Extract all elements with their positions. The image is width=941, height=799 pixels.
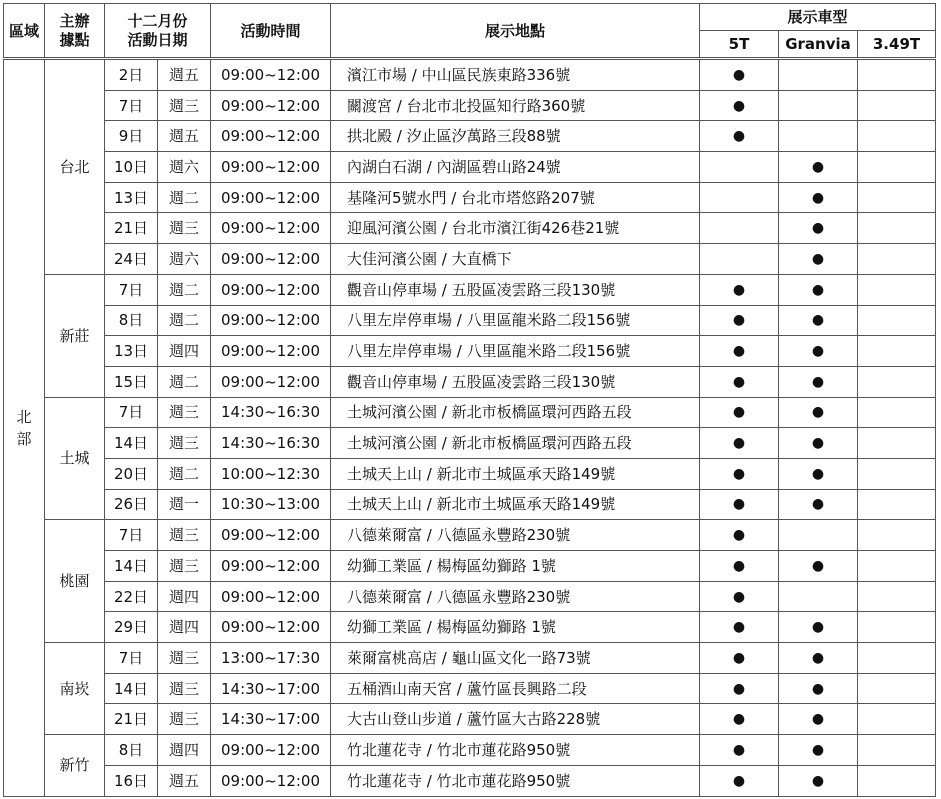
weekday-cell: 週二 — [158, 182, 211, 213]
table-row — [4, 152, 936, 183]
model-5t-cell — [700, 489, 779, 520]
time-cell: 09:00~12:00 — [211, 182, 331, 213]
model-5t-cell — [700, 397, 779, 428]
weekday-cell: 週三 — [158, 90, 211, 121]
location-cell: 觀音山停車場 / 五股區凌雲路三段130號 — [331, 366, 700, 397]
header-region: 區域 — [4, 4, 45, 59]
model-granvia-cell — [779, 274, 858, 305]
region-cell: 北 部 — [4, 59, 45, 797]
model-granvia-cell — [779, 489, 858, 520]
weekday-cell: 週三 — [158, 213, 211, 244]
model-349t-cell — [858, 489, 936, 520]
model-5t-cell — [700, 551, 779, 582]
table-row — [4, 735, 936, 766]
header-time: 活動時間 — [211, 4, 331, 59]
time-cell: 09:00~12:00 — [211, 520, 331, 551]
model-granvia-cell — [779, 182, 858, 213]
model-granvia-cell — [779, 458, 858, 489]
table-body — [4, 59, 936, 797]
dot-mark-icon: ● — [732, 527, 746, 544]
table-row — [4, 336, 936, 367]
dot-mark-icon: ● — [732, 66, 746, 83]
day-cell: 13日 — [105, 182, 158, 213]
model-granvia-cell — [779, 121, 858, 152]
time-cell: 09:00~12:00 — [211, 765, 331, 796]
day-cell: 21日 — [105, 704, 158, 735]
time-cell: 09:00~12:00 — [211, 581, 331, 612]
dot-mark-icon: ● — [811, 158, 825, 175]
dot-mark-icon: ● — [811, 557, 825, 574]
dot-mark-icon: ● — [732, 404, 746, 421]
model-349t-cell — [858, 520, 936, 551]
location-cell: 幼獅工業區 / 楊梅區幼獅路 1號 — [331, 551, 700, 582]
dot-mark-icon: ● — [732, 680, 746, 697]
day-cell: 26日 — [105, 489, 158, 520]
dot-mark-icon: ● — [811, 772, 825, 789]
dot-mark-icon: ● — [811, 649, 825, 666]
dot-mark-icon: ● — [732, 373, 746, 390]
weekday-cell: 週六 — [158, 152, 211, 183]
time-cell: 09:00~12:00 — [211, 336, 331, 367]
model-granvia-cell — [779, 90, 858, 121]
model-349t-cell — [858, 397, 936, 428]
model-granvia-cell — [779, 581, 858, 612]
model-349t-cell — [858, 673, 936, 704]
model-granvia-cell — [779, 673, 858, 704]
location-cell: 八德萊爾富 / 八德區永豐路230號 — [331, 581, 700, 612]
header-model-349t: 3.49T — [858, 31, 936, 59]
weekday-cell: 週四 — [158, 735, 211, 766]
day-cell: 22日 — [105, 581, 158, 612]
model-granvia-cell — [779, 244, 858, 275]
time-cell: 09:00~12:00 — [211, 305, 331, 336]
day-cell: 14日 — [105, 551, 158, 582]
day-cell: 9日 — [105, 121, 158, 152]
dot-mark-icon: ● — [811, 250, 825, 267]
dot-mark-icon: ● — [732, 465, 746, 482]
dot-mark-icon: ● — [732, 772, 746, 789]
dot-mark-icon: ● — [811, 404, 825, 421]
model-5t-cell — [700, 458, 779, 489]
table-row — [4, 458, 936, 489]
weekday-cell: 週六 — [158, 244, 211, 275]
location-cell: 拱北殿 / 汐止區汐萬路三段88號 — [331, 121, 700, 152]
header-model-5t: 5T — [700, 31, 779, 59]
weekday-cell: 週三 — [158, 428, 211, 459]
location-cell: 土城天上山 / 新北市土城區承天路149號 — [331, 489, 700, 520]
header-month-date: 十二月份 活動日期 — [105, 4, 211, 59]
model-349t-cell — [858, 305, 936, 336]
model-5t-cell — [700, 152, 779, 183]
model-5t-cell — [700, 704, 779, 735]
location-cell: 大古山登山步道 / 蘆竹區大古路228號 — [331, 704, 700, 735]
model-349t-cell — [858, 274, 936, 305]
location-cell: 幼獅工業區 / 楊梅區幼獅路 1號 — [331, 612, 700, 643]
time-cell: 09:00~12:00 — [211, 274, 331, 305]
model-granvia-cell — [779, 366, 858, 397]
model-5t-cell — [700, 612, 779, 643]
model-5t-cell — [700, 274, 779, 305]
location-cell: 八里左岸停車場 / 八里區龍米路二段156號 — [331, 305, 700, 336]
table-row — [4, 90, 936, 121]
dot-mark-icon: ● — [811, 741, 825, 758]
table-row — [4, 551, 936, 582]
dot-mark-icon: ● — [811, 619, 825, 636]
weekday-cell: 週三 — [158, 520, 211, 551]
dot-mark-icon: ● — [732, 97, 746, 114]
weekday-cell: 週五 — [158, 121, 211, 152]
model-5t-cell — [700, 428, 779, 459]
table-row — [4, 305, 936, 336]
dot-mark-icon: ● — [732, 496, 746, 513]
model-granvia-cell — [779, 152, 858, 183]
location-cell: 八里左岸停車場 / 八里區龍米路二段156號 — [331, 336, 700, 367]
location-cell: 濱江市場 / 中山區民族東路336號 — [331, 59, 700, 91]
time-cell: 13:00~17:30 — [211, 643, 331, 674]
location-cell: 迎風河濱公園 / 台北市濱江街426巷21號 — [331, 213, 700, 244]
model-granvia-cell — [779, 336, 858, 367]
time-cell: 14:30~16:30 — [211, 428, 331, 459]
location-cell: 竹北蓮花寺 / 竹北市蓮花路950號 — [331, 765, 700, 796]
model-granvia-cell — [779, 428, 858, 459]
dot-mark-icon: ● — [811, 373, 825, 390]
table-row — [4, 244, 936, 275]
day-cell: 16日 — [105, 765, 158, 796]
location-cell: 關渡宮 / 台北市北投區知行路360號 — [331, 90, 700, 121]
dot-mark-icon: ● — [732, 741, 746, 758]
weekday-cell: 週一 — [158, 489, 211, 520]
weekday-cell: 週三 — [158, 704, 211, 735]
time-cell: 10:00~12:30 — [211, 458, 331, 489]
model-5t-cell — [700, 673, 779, 704]
weekday-cell: 週二 — [158, 305, 211, 336]
location-cell: 土城河濱公園 / 新北市板橋區環河西路五段 — [331, 397, 700, 428]
base-cell: 桃園 — [45, 520, 105, 643]
model-349t-cell — [858, 428, 936, 459]
time-cell: 09:00~12:00 — [211, 735, 331, 766]
time-cell: 09:00~12:00 — [211, 244, 331, 275]
time-cell: 09:00~12:00 — [211, 59, 331, 91]
model-5t-cell — [700, 59, 779, 91]
time-cell: 09:00~12:00 — [211, 152, 331, 183]
schedule-document — [3, 3, 936, 797]
location-cell: 基隆河5號水門 / 台北市塔悠路207號 — [331, 182, 700, 213]
location-cell: 五桶酒山南天宮 / 蘆竹區長興路二段 — [331, 673, 700, 704]
day-cell: 8日 — [105, 735, 158, 766]
weekday-cell: 週五 — [158, 59, 211, 91]
model-349t-cell — [858, 244, 936, 275]
model-granvia-cell — [779, 735, 858, 766]
day-cell: 2日 — [105, 59, 158, 91]
dot-mark-icon: ● — [811, 496, 825, 513]
model-granvia-cell — [779, 612, 858, 643]
day-cell: 7日 — [105, 274, 158, 305]
table-row — [4, 643, 936, 674]
day-cell: 13日 — [105, 336, 158, 367]
weekday-cell: 週三 — [158, 551, 211, 582]
model-granvia-cell — [779, 551, 858, 582]
dot-mark-icon: ● — [732, 312, 746, 329]
time-cell: 14:30~17:00 — [211, 673, 331, 704]
day-cell: 14日 — [105, 428, 158, 459]
model-349t-cell — [858, 704, 936, 735]
location-cell: 內湖白石湖 / 內湖區碧山路24號 — [331, 152, 700, 183]
model-granvia-cell — [779, 765, 858, 796]
model-349t-cell — [858, 336, 936, 367]
dot-mark-icon: ● — [732, 588, 746, 605]
dot-mark-icon: ● — [732, 128, 746, 145]
time-cell: 14:30~17:00 — [211, 704, 331, 735]
day-cell: 15日 — [105, 366, 158, 397]
model-5t-cell — [700, 90, 779, 121]
time-cell: 09:00~12:00 — [211, 551, 331, 582]
day-cell: 7日 — [105, 397, 158, 428]
weekday-cell: 週五 — [158, 765, 211, 796]
time-cell: 09:00~12:00 — [211, 612, 331, 643]
day-cell: 24日 — [105, 244, 158, 275]
model-5t-cell — [700, 735, 779, 766]
table-row — [4, 612, 936, 643]
dot-mark-icon: ● — [811, 281, 825, 298]
model-349t-cell — [858, 90, 936, 121]
table-row — [4, 489, 936, 520]
location-cell: 觀音山停車場 / 五股區凌雲路三段130號 — [331, 274, 700, 305]
day-cell: 7日 — [105, 90, 158, 121]
table-row — [4, 59, 936, 91]
weekday-cell: 週三 — [158, 673, 211, 704]
location-cell: 八德萊爾富 / 八德區永豐路230號 — [331, 520, 700, 551]
weekday-cell: 週二 — [158, 366, 211, 397]
dot-mark-icon: ● — [732, 557, 746, 574]
model-349t-cell — [858, 152, 936, 183]
table-row — [4, 704, 936, 735]
table-row — [4, 213, 936, 244]
table-row — [4, 121, 936, 152]
weekday-cell: 週三 — [158, 643, 211, 674]
location-cell: 土城天上山 / 新北市土城區承天路149號 — [331, 458, 700, 489]
model-5t-cell — [700, 244, 779, 275]
location-cell: 大佳河濱公園 / 大直橋下 — [331, 244, 700, 275]
base-cell: 新竹 — [45, 735, 105, 796]
model-349t-cell — [858, 643, 936, 674]
dot-mark-icon: ● — [811, 312, 825, 329]
table-row — [4, 581, 936, 612]
model-5t-cell — [700, 121, 779, 152]
header-vehicle-types: 展示車型 — [700, 4, 936, 31]
dot-mark-icon: ● — [732, 649, 746, 666]
table-row — [4, 182, 936, 213]
model-granvia-cell — [779, 704, 858, 735]
day-cell: 10日 — [105, 152, 158, 183]
dot-mark-icon: ● — [811, 711, 825, 728]
model-granvia-cell — [779, 305, 858, 336]
header-base: 主辦 據點 — [45, 4, 105, 59]
model-349t-cell — [858, 121, 936, 152]
model-349t-cell — [858, 182, 936, 213]
day-cell: 20日 — [105, 458, 158, 489]
model-349t-cell — [858, 581, 936, 612]
model-349t-cell — [858, 366, 936, 397]
dot-mark-icon: ● — [811, 189, 825, 206]
time-cell: 09:00~12:00 — [211, 366, 331, 397]
time-cell: 14:30~16:30 — [211, 397, 331, 428]
header-model-granvia: Granvia — [779, 31, 858, 59]
dot-mark-icon: ● — [811, 435, 825, 452]
base-cell: 土城 — [45, 397, 105, 520]
table-row — [4, 520, 936, 551]
model-5t-cell — [700, 213, 779, 244]
dot-mark-icon: ● — [732, 343, 746, 360]
model-granvia-cell — [779, 59, 858, 91]
table-row — [4, 274, 936, 305]
table-row — [4, 765, 936, 796]
day-cell: 7日 — [105, 643, 158, 674]
table-row — [4, 397, 936, 428]
model-349t-cell — [858, 765, 936, 796]
model-5t-cell — [700, 366, 779, 397]
dot-mark-icon: ● — [732, 281, 746, 298]
dot-mark-icon: ● — [811, 343, 825, 360]
model-granvia-cell — [779, 520, 858, 551]
model-349t-cell — [858, 213, 936, 244]
time-cell: 10:30~13:00 — [211, 489, 331, 520]
model-5t-cell — [700, 581, 779, 612]
table-header — [4, 4, 936, 59]
model-granvia-cell — [779, 213, 858, 244]
dot-mark-icon: ● — [732, 711, 746, 728]
time-cell: 09:00~12:00 — [211, 213, 331, 244]
location-cell: 萊爾富桃高店 / 龜山區文化一路73號 — [331, 643, 700, 674]
location-cell: 竹北蓮花寺 / 竹北市蓮花路950號 — [331, 735, 700, 766]
model-granvia-cell — [779, 397, 858, 428]
table-row — [4, 428, 936, 459]
base-cell: 新莊 — [45, 274, 105, 397]
model-5t-cell — [700, 336, 779, 367]
model-349t-cell — [858, 59, 936, 91]
dot-mark-icon: ● — [732, 619, 746, 636]
day-cell: 8日 — [105, 305, 158, 336]
dot-mark-icon: ● — [811, 680, 825, 697]
model-granvia-cell — [779, 643, 858, 674]
base-cell: 台北 — [45, 59, 105, 275]
day-cell: 7日 — [105, 520, 158, 551]
weekday-cell: 週三 — [158, 397, 211, 428]
weekday-cell: 週二 — [158, 274, 211, 305]
day-cell: 14日 — [105, 673, 158, 704]
day-cell: 21日 — [105, 213, 158, 244]
base-cell: 南崁 — [45, 643, 105, 735]
model-5t-cell — [700, 643, 779, 674]
weekday-cell: 週四 — [158, 612, 211, 643]
model-349t-cell — [858, 735, 936, 766]
dot-mark-icon: ● — [811, 220, 825, 237]
table-row — [4, 366, 936, 397]
table-row — [4, 673, 936, 704]
model-5t-cell — [700, 305, 779, 336]
dot-mark-icon: ● — [732, 435, 746, 452]
model-349t-cell — [858, 551, 936, 582]
model-5t-cell — [700, 182, 779, 213]
time-cell: 09:00~12:00 — [211, 90, 331, 121]
weekday-cell: 週二 — [158, 458, 211, 489]
model-5t-cell — [700, 520, 779, 551]
model-349t-cell — [858, 458, 936, 489]
schedule-table — [3, 3, 936, 797]
weekday-cell: 週四 — [158, 336, 211, 367]
model-5t-cell — [700, 765, 779, 796]
day-cell: 29日 — [105, 612, 158, 643]
dot-mark-icon: ● — [811, 465, 825, 482]
time-cell: 09:00~12:00 — [211, 121, 331, 152]
header-location: 展示地點 — [331, 4, 700, 59]
model-349t-cell — [858, 612, 936, 643]
location-cell: 土城河濱公園 / 新北市板橋區環河西路五段 — [331, 428, 700, 459]
weekday-cell: 週四 — [158, 581, 211, 612]
